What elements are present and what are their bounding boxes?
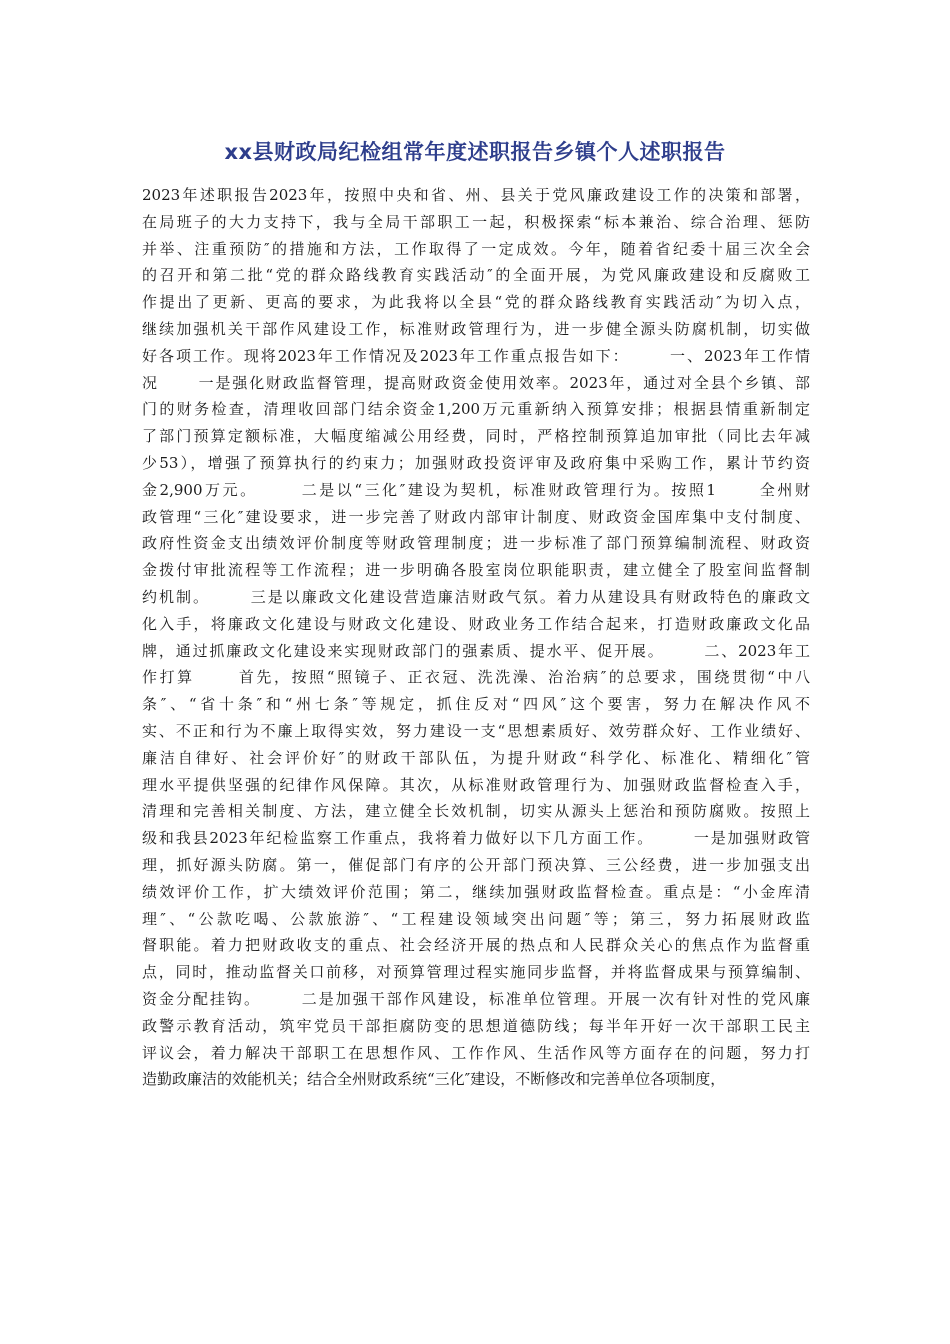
body-line: 了部门预算定额标准，大幅度缩减公用经费，同时，严格控制预算追加审批（同比去年减 — [142, 427, 810, 446]
body-line: 理″、“公款吃喝、公款旅游″、“工程建设领域突出问题″等；第三，努力拓展财政监 — [142, 909, 810, 928]
body-line: 作提出了更新、更高的要求，为此我将以全县“党的群众路线教育实践活动″为切入点， — [142, 293, 810, 312]
body-line: 实、不正和行为不廉上取得实效，努力建设一支“思想素质好、效劳群众好、工作业绩好、 — [142, 721, 810, 740]
body-line: 金2,900万元。 二是以“三化″建设为契机，标准财政管理行为。按照1 全州财 — [142, 480, 810, 499]
body-line: 绩效评价工作，扩大绩效评价范围；第二，继续加强财政监督检查。重点是：“小金库清 — [142, 882, 810, 901]
body-line: 继续加强机关干部作风建设工作，标准财政管理行为，进一步健全源头防腐机制，切实做 — [142, 319, 810, 338]
body-line: 约机制。 三是以廉政文化建设营造廉洁财政气氛。着力从建设具有财政特色的廉政文 — [142, 587, 810, 606]
body-line: 好各项工作。现将2023年工作情况及2023年工作重点报告如下： 一、2023年工作情 — [142, 346, 810, 365]
body-line: 政警示教育活动，筑牢党员干部拒腐防变的思想道德防线；每半年开好一次干部职工民主 — [142, 1016, 810, 1035]
body-line: 并举、注重预防″的措施和方法，工作取得了一定成效。今年，随着省纪委十届三次全会 — [142, 239, 810, 258]
body-line: 门的财务检查，清理收回部门结余资金1,200万元重新纳入预算安排；根据县情重新制定 — [142, 400, 810, 419]
body-line: 理水平提供坚强的纪律作风保障。其次，从标准财政管理行为、加强财政监督检查入手， — [142, 775, 810, 794]
body-line: 廉洁自律好、社会评价好″的财政干部队伍，为提升财政“科学化、标准化、精细化″管 — [142, 748, 810, 767]
body-line: 少53），增强了预算执行的约束力；加强财政投资评审及政府集中采购工作，累计节约资 — [142, 453, 810, 472]
body-line: 级和我县2023年纪检监察工作重点，我将着力做好以下几方面工作。 一是加强财政管 — [142, 829, 810, 848]
body-line: 金拨付审批流程等工作流程；进一步明确各股室岗位职能职责，建立健全了股室间监督制 — [142, 561, 810, 580]
body-line: 政管理“三化″建设要求，进一步完善了财政内部审计制度、财政资金国库集中支付制度、 — [142, 507, 810, 526]
body-line: 2023年述职报告2023年，按照中央和省、州、县关于党风廉政建设工作的决策和部署， — [142, 186, 810, 204]
body-line: 督职能。着力把财政收支的重点、社会经济开展的热点和人民群众关心的焦点作为监督重 — [142, 936, 810, 955]
body-line: 政府性资金支出绩效评价制度等财政管理制度；进一步标准了部门预算编制流程、财政资 — [142, 534, 810, 553]
body-line: 评议会，着力解决干部职工在思想作风、工作作风、生活作风等方面存在的问题，努力打 — [142, 1043, 810, 1062]
document-body — [142, 182, 810, 1093]
document-title: xx县财政局纪检组常年度述职报告乡镇个人述职报告 — [224, 140, 726, 164]
body-line: 条″、“省十条″和“州七条″等规定，抓住反对“四风″这个要害，努力在解决作风不 — [142, 695, 810, 714]
body-line: 化入手，将廉政文化建设与财政文化建设、财政业务工作结合起来，打造财政廉政文化品 — [142, 614, 810, 633]
body-line: 造勤政廉洁的效能机关；结合全州财政系统“三化″建设，不断修改和完善单位各项制度， — [142, 1070, 726, 1089]
body-line: 理，抓好源头防腐。第一，催促部门有序的公开部门预决算、三公经费，进一步加强支出 — [142, 855, 810, 874]
body-line: 点，同时，推动监督关口前移，对预算管理过程实施同步监督，并将监督成果与预算编制、 — [142, 963, 810, 982]
body-line: 在局班子的大力支持下，我与全局干部职工一起，积极探索“标本兼治、综合治理、惩防 — [142, 212, 810, 231]
body-line: 牌，通过抓廉政文化建设来实现财政部门的强素质、提水平、促开展。 二、2023年工 — [142, 641, 810, 660]
body-line: 清理和完善相关制度、方法，建立健全长效机制，切实从源头上惩治和预防腐败。按照上 — [142, 802, 810, 821]
body-line: 作打算 首先，按照“照镜子、正衣冠、洗洗澡、治治病″的总要求，围绕贯彻“中八 — [142, 668, 810, 687]
body-line: 况 一是强化财政监督管理，提高财政资金使用效率。2023年，通过对全县个乡镇、部 — [142, 373, 810, 392]
body-line: 的召开和第二批“党的群众路线教育实践活动″的全面开展，为党风廉政建设和反腐败工 — [142, 266, 810, 285]
body-line: 资金分配挂钩。 二是加强干部作风建设，标准单位管理。开展一次有针对性的党风廉 — [142, 989, 810, 1008]
